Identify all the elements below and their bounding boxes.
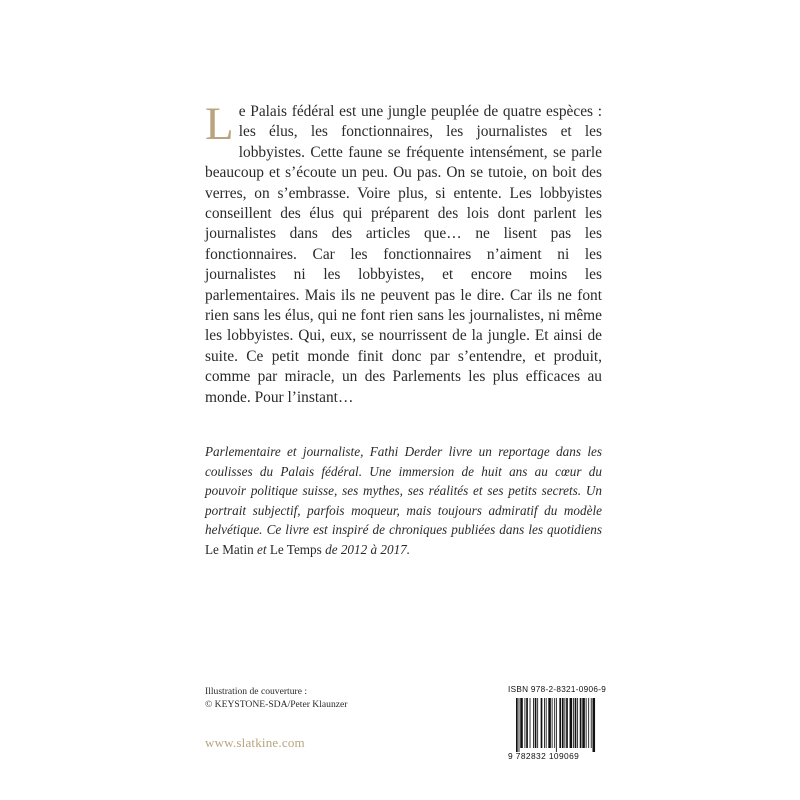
barcode-bar	[577, 698, 578, 748]
description-text-3: de 2012 à 2017.	[321, 541, 411, 557]
barcode-bar	[559, 698, 561, 748]
barcode-bar	[573, 698, 574, 748]
barcode-bar	[541, 698, 543, 748]
book-description	[205, 442, 602, 560]
barcode-bar	[516, 698, 518, 752]
back-cover-blurb	[205, 98, 602, 408]
barcode-bar	[537, 698, 538, 748]
barcode-bar	[556, 698, 557, 752]
drop-cap-letter: L	[205, 98, 234, 150]
barcode-bar	[566, 698, 568, 748]
barcode-bar	[548, 698, 551, 748]
barcode-bar	[582, 698, 585, 748]
newspaper-name-2: Le Temps	[269, 541, 322, 557]
barcode-bar	[586, 698, 587, 748]
barcode-bar	[535, 698, 537, 748]
description-text-1: Parlementaire et journaliste, Fathi Derder livre un reportage dans les coulisses du Palais fédéral. Une immersion de huit ans au cœur du pouvoir politique suisse, ses mythes, ses réalités et ses petits secrets. Un portrait subjectif, parfois moqueur, mais toujours admiratif du modèle helvétique. Ce livre est inspiré de chroniques publiées dans les quotidiens	[205, 444, 602, 538]
cover-illustration-credit	[205, 685, 347, 711]
blurb-text: e Palais fédéral est une jungle peuplée de quatre espèces : les élus, les fonctionnaires, les journalistes et les lobbyistes. Cette faune se fréquente intensément, se parle beaucoup et s’écoute un peu. Ou pas. On se tutoie, on boit des verres, on s’embrasse. Voire plus, si entente. Les lobbyistes conseillent des élus qui préparent des lois dont parlent les journalistes dans des articles que… ne lisent pas les fonctionnaires. Car les fonctionnaires n’aiment ni les journalistes ni les lobbyistes, et encore moins les parlementaires. Mais ils ne peuvent pas le dire. Car ils ne font rien sans les élus, qui ne font rien sans les journalistes, ni même les lobbyistes. Qui, eux, se nourrissent de la jungle. Et ainsi de suite. Ce petit monde finit donc par s’entendre, et produit, comme par miracle, un des Parlements les plus efficaces au monde. Pour l’instant…	[205, 103, 602, 406]
barcode-bar	[575, 698, 577, 748]
barcode-bar	[520, 698, 523, 748]
barcode-bar	[588, 698, 589, 748]
barcode-bar	[530, 698, 531, 748]
credit-line-1: Illustration de couverture :	[205, 686, 308, 697]
barcode-bar	[546, 698, 547, 748]
barcode-bar	[562, 698, 564, 748]
barcode-bar	[526, 698, 528, 748]
ean-digits: 9 782832 109069	[508, 751, 580, 761]
barcode-bar	[593, 698, 596, 752]
barcode-bar	[552, 698, 553, 748]
barcode-bar	[570, 698, 573, 748]
credit-line-2: © KEYSTONE-SDA/Peter Klaunzer	[205, 699, 348, 710]
barcode-graphic	[508, 698, 604, 752]
barcode-bar	[533, 698, 534, 748]
barcode-bar	[564, 698, 565, 748]
barcode-bar	[554, 698, 555, 748]
publisher-website: www.slatkine.com	[205, 735, 305, 750]
newspaper-name-1: Le Matin	[205, 541, 254, 557]
isbn-number: ISBN 978-2-8321-0906-9	[508, 685, 607, 694]
barcode-bar	[525, 698, 526, 748]
barcode-bar	[591, 698, 592, 748]
description-text-2: et	[253, 541, 270, 557]
barcode-bar	[544, 698, 545, 748]
barcode-bar	[580, 698, 582, 748]
isbn-barcode-block	[508, 685, 607, 761]
barcode-bar	[519, 698, 520, 752]
